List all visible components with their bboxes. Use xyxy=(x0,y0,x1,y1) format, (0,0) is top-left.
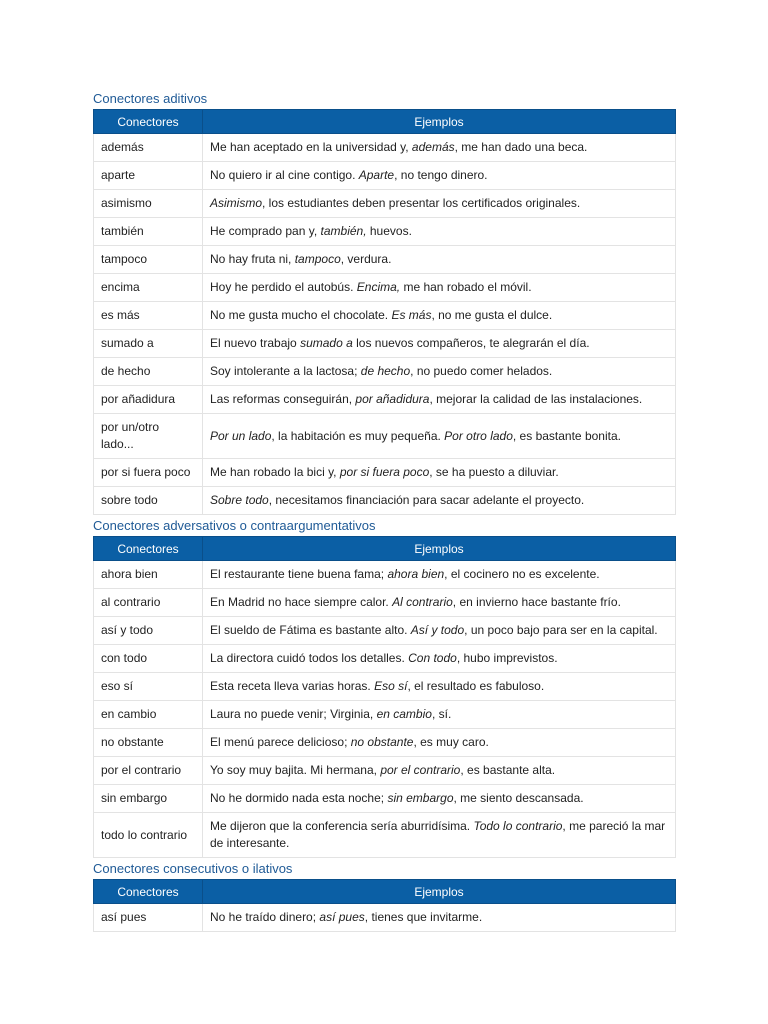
example-connector-italic: de hecho xyxy=(360,364,411,378)
example-cell xyxy=(203,757,676,785)
example-connector-italic: por si fuera poco xyxy=(339,465,430,479)
table-row xyxy=(94,358,676,386)
example-text: me han robado el móvil. xyxy=(400,280,532,294)
section-title: Conectores aditivos xyxy=(93,91,208,106)
example-text: No me gusta mucho el chocolate. xyxy=(210,308,392,322)
table-row xyxy=(94,459,676,487)
example-text: Laura no puede venir; Virginia, xyxy=(210,707,377,721)
example-connector-italic: Encima, xyxy=(356,280,401,294)
table-row xyxy=(94,589,676,617)
example-cell xyxy=(203,386,676,414)
connector-cell: de hecho xyxy=(94,358,203,386)
example-text: No hay fruta ni, xyxy=(210,252,295,266)
connector-cell: así pues xyxy=(94,904,203,932)
example-cell xyxy=(203,785,676,813)
connector-cell: además xyxy=(94,134,203,162)
connector-cell: no obstante xyxy=(94,729,203,757)
section-title: Conectores consecutivos o ilativos xyxy=(93,861,293,876)
example-text: , hubo imprevistos. xyxy=(456,651,558,665)
example-connector-italic: así pues xyxy=(319,910,365,924)
connector-cell: al contrario xyxy=(94,589,203,617)
connector-cell: encima xyxy=(94,274,203,302)
table-header-row xyxy=(94,537,676,561)
example-cell xyxy=(203,162,676,190)
example-text: , los estudiantes deben presentar los certificados originales. xyxy=(262,196,581,210)
connector-cell: ahora bien xyxy=(94,561,203,589)
example-text: El nuevo trabajo xyxy=(210,336,301,350)
example-connector-italic: sumado a xyxy=(300,336,353,350)
example-text: , mejorar la calidad de las instalaciones. xyxy=(429,392,643,406)
example-text: , la habitación es muy pequeña. xyxy=(271,428,445,443)
table-row xyxy=(94,386,676,414)
connector-cell: aparte xyxy=(94,162,203,190)
example-cell xyxy=(203,487,676,515)
example-connector-italic: Así y todo xyxy=(410,623,465,637)
example-cell xyxy=(203,645,676,673)
table-row xyxy=(94,813,676,858)
table-row xyxy=(94,645,676,673)
example-text: , me pareció la mar de interesante. xyxy=(210,819,666,850)
connector-cell: todo lo contrario xyxy=(94,813,203,858)
example-connector-italic: Por otro lado xyxy=(444,428,513,443)
table-header-row xyxy=(94,880,676,904)
table-row xyxy=(94,785,676,813)
example-connector-italic: Eso sí xyxy=(374,679,408,693)
example-text: El menú parece delicioso; xyxy=(210,735,351,749)
example-text: El sueldo de Fátima es bastante alto. xyxy=(210,623,411,637)
example-connector-italic: además xyxy=(411,140,455,154)
example-connector-italic: por el contrario xyxy=(380,763,461,777)
example-text: Yo soy muy bajita. Mi hermana, xyxy=(210,763,381,777)
column-header-connectors: Conectores xyxy=(94,110,203,134)
table-row xyxy=(94,757,676,785)
example-text: He comprado pan y, xyxy=(210,224,321,238)
table-row xyxy=(94,246,676,274)
example-connector-italic: Aparte xyxy=(358,168,395,182)
example-text: No quiero ir al cine contigo. xyxy=(210,168,359,182)
example-cell xyxy=(203,459,676,487)
document-body xyxy=(93,88,676,932)
connector-cell: así y todo xyxy=(94,617,203,645)
example-cell xyxy=(203,414,676,459)
example-text: , es muy caro. xyxy=(413,735,489,749)
example-cell xyxy=(203,701,676,729)
connector-cell: es más xyxy=(94,302,203,330)
example-text: No he dormido nada esta noche; xyxy=(210,791,388,805)
table-row xyxy=(94,302,676,330)
example-cell xyxy=(203,302,676,330)
column-header-connectors: Conectores xyxy=(94,537,203,561)
example-text: Me han robado la bici y, xyxy=(210,465,340,479)
example-text: , es bastante alta. xyxy=(460,763,556,777)
example-text: , se ha puesto a diluviar. xyxy=(429,465,559,479)
example-connector-italic: Es más xyxy=(391,308,432,322)
example-cell xyxy=(203,246,676,274)
example-text: , verdura. xyxy=(340,252,392,266)
connector-cell: también xyxy=(94,218,203,246)
example-cell xyxy=(203,617,676,645)
connector-cell: eso sí xyxy=(94,673,203,701)
example-text: Me dijeron que la conferencia sería aburridísima. xyxy=(210,819,474,833)
example-cell xyxy=(203,134,676,162)
example-text: , es bastante bonita. xyxy=(512,428,621,443)
table-row xyxy=(94,218,676,246)
example-connector-italic: Asimismo xyxy=(210,196,263,210)
example-text: huevos. xyxy=(366,224,412,238)
example-text: , no puedo comer helados. xyxy=(410,364,553,378)
connector-cell: sumado a xyxy=(94,330,203,358)
example-text: , un poco bajo para ser en la capital. xyxy=(464,623,658,637)
example-connector-italic: Por un lado xyxy=(210,428,272,443)
example-connector-italic: tampoco xyxy=(294,252,341,266)
example-connector-italic: Con todo xyxy=(408,651,457,665)
example-text: Esta receta lleva varias horas. xyxy=(210,679,375,693)
example-text: En Madrid no hace siempre calor. xyxy=(210,595,393,609)
example-text: , el resultado es fabuloso. xyxy=(407,679,545,693)
connectors-table xyxy=(93,536,676,858)
column-header-examples: Ejemplos xyxy=(203,537,676,561)
example-cell xyxy=(203,358,676,386)
example-connector-italic: en cambio xyxy=(376,707,432,721)
connectors-table xyxy=(93,109,676,515)
example-cell xyxy=(203,673,676,701)
connectors-table xyxy=(93,879,676,932)
example-text: No he traído dinero; xyxy=(210,910,320,924)
table-row xyxy=(94,673,676,701)
connector-cell: asimismo xyxy=(94,190,203,218)
example-cell xyxy=(203,561,676,589)
example-text: La directora cuidó todos los detalles. xyxy=(210,651,409,665)
example-cell xyxy=(203,190,676,218)
example-cell xyxy=(203,729,676,757)
connector-cell: sin embargo xyxy=(94,785,203,813)
example-text: , tienes que invitarme. xyxy=(364,910,483,924)
example-cell xyxy=(203,274,676,302)
connector-cell: con todo xyxy=(94,645,203,673)
table-row xyxy=(94,617,676,645)
column-header-connectors: Conectores xyxy=(94,880,203,904)
example-connector-italic: también, xyxy=(320,224,367,238)
example-text: Me han aceptado en la universidad y, xyxy=(210,140,412,154)
table-row xyxy=(94,330,676,358)
example-connector-italic: Sobre todo xyxy=(210,493,269,507)
table-row xyxy=(94,162,676,190)
example-connector-italic: Todo lo contrario xyxy=(473,819,563,833)
example-text: , no tengo dinero. xyxy=(394,168,488,182)
connector-cell: tampoco xyxy=(94,246,203,274)
table-row xyxy=(94,414,676,459)
example-text: , me han dado una beca. xyxy=(454,140,588,154)
example-cell xyxy=(203,589,676,617)
connector-cell: por si fuera poco xyxy=(94,459,203,487)
example-text: El restaurante tiene buena fama; xyxy=(210,567,388,581)
example-text: , me siento descansada. xyxy=(453,791,584,805)
example-connector-italic: Al contrario xyxy=(392,595,453,609)
connector-cell: por el contrario xyxy=(94,757,203,785)
table-header-row xyxy=(94,110,676,134)
example-cell xyxy=(203,218,676,246)
example-connector-italic: sin embargo xyxy=(387,791,454,805)
column-header-examples: Ejemplos xyxy=(203,110,676,134)
example-text: los nuevos compañeros, te alegrarán el día. xyxy=(352,336,590,350)
example-connector-italic: ahora bien xyxy=(387,567,445,581)
example-cell xyxy=(203,813,676,858)
table-row xyxy=(94,274,676,302)
connector-cell: sobre todo xyxy=(94,487,203,515)
connector-cell: por un/otro lado... xyxy=(94,414,203,459)
table-row xyxy=(94,701,676,729)
table-row xyxy=(94,134,676,162)
table-row xyxy=(94,561,676,589)
example-text: , sí. xyxy=(431,707,452,721)
example-text: , no me gusta el dulce. xyxy=(431,308,553,322)
section-title: Conectores adversativos o contraargumentativos xyxy=(93,518,376,533)
column-header-examples: Ejemplos xyxy=(203,880,676,904)
example-text: , el cocinero no es excelente. xyxy=(444,567,600,581)
example-connector-italic: no obstante xyxy=(350,735,414,749)
example-cell xyxy=(203,330,676,358)
example-cell xyxy=(203,904,676,932)
example-text: Hoy he perdido el autobús. xyxy=(210,280,357,294)
example-text: Las reformas conseguirán, xyxy=(210,392,356,406)
example-text: Soy intolerante a la lactosa; xyxy=(210,364,361,378)
table-row xyxy=(94,729,676,757)
example-connector-italic: por añadidura xyxy=(355,392,430,406)
example-text: , en invierno hace bastante frío. xyxy=(452,595,621,609)
example-text: , necesitamos financiación para sacar adelante el proyecto. xyxy=(268,493,585,507)
table-row xyxy=(94,904,676,932)
connector-cell: en cambio xyxy=(94,701,203,729)
table-row xyxy=(94,190,676,218)
connector-cell: por añadidura xyxy=(94,386,203,414)
table-row xyxy=(94,487,676,515)
